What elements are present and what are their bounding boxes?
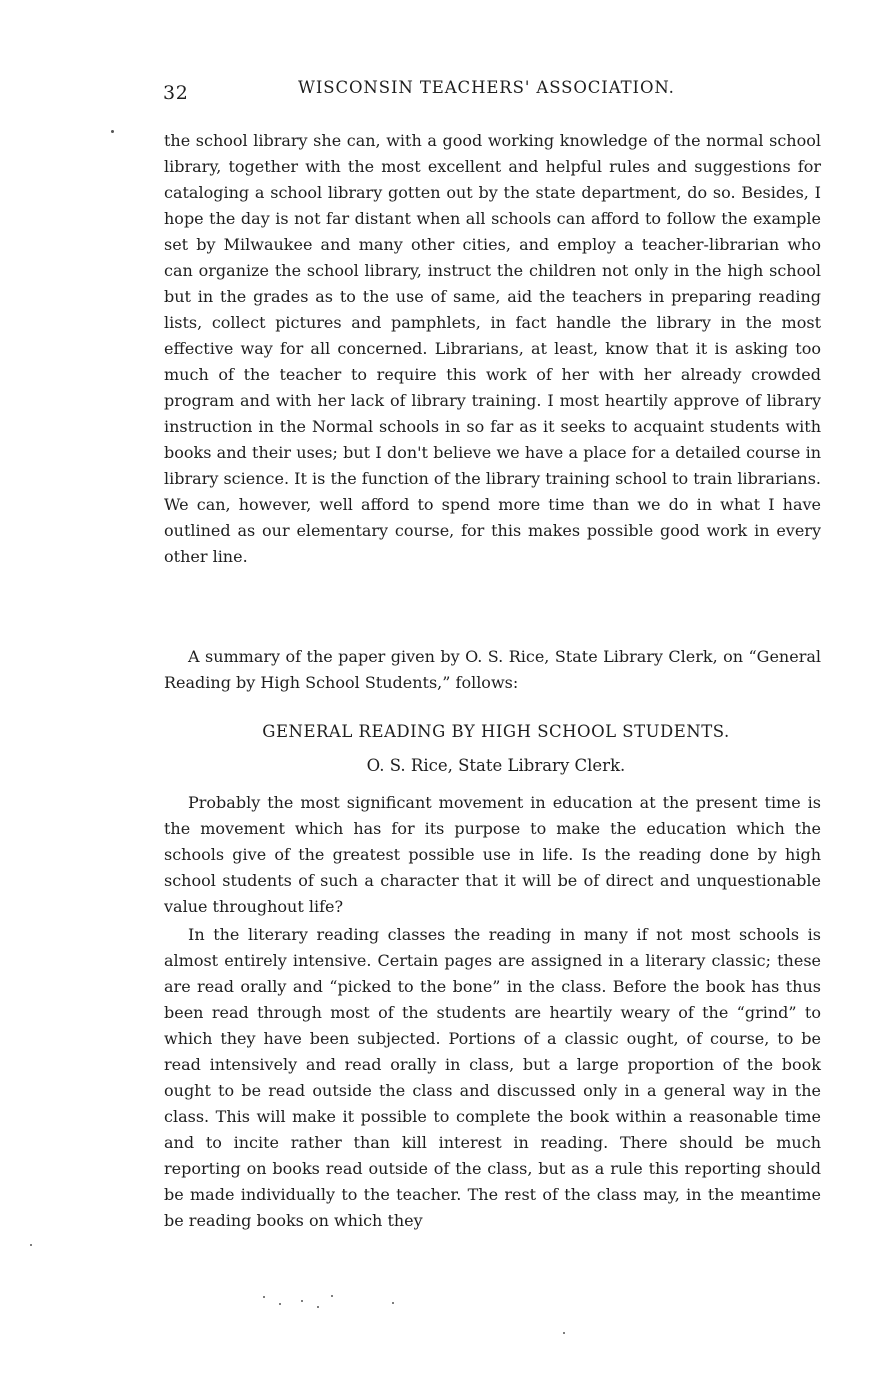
paragraph-4: In the literary reading classes the reading in many if not most schools is almost entirely intensive. Certain pages are assigned in a literary classic; these are read orally and “picked to the bone” in the class. Before the book has thus been read through most of the students are heartily weary of the “grind” to which they have been subjected. Portions of a classic ought, of course, to be read intensively and read orally in class, but a large proportion of the book ought to be read outside the class and discussed only in a general way in the class. This will make it possible to complete the book within a reasonable time and to incite rather than kill interest in reading. There should be much reporting on books read outside of the class, but as a rule this reporting should be made individually to the teacher. The rest of the class may, in the meantime be reading books on which they [164, 925, 821, 1230]
scan-speck [301, 1300, 303, 1302]
running-title: WISCONSIN TEACHERS' ASSOCIATION. [298, 78, 675, 97]
scan-speck [392, 1302, 394, 1304]
paragraph-1: the school library she can, with a good working knowledge of the normal school library, together with the most excellent and helpful rules and suggestions for cataloging a school library gotten out by the state department, do so. Besides, I hope the day is not far distant when all schools can afford to follow the example set by Milwaukee and many other cities, and employ a teacher-librarian who can organize the school library, instruct the children not only in the high school but in the grades as to the use of same, aid the teachers in preparing reading lists, collect pictures and pamphlets, in fact handle the library in the most effective way for all concerned. Librarians, at least, know that it is asking too much of the teacher to require this work of her with her already crowded program and with her lack of library training. I most heartily approve of library instruction in the Normal schools in so far as it seeks to acquaint students with books and their uses; but I don't believe we have a place for a detailed course in library science. It is the function of the library training school to train librarians. We can, however, well afford to spend more time than we do in what I have outlined as our elementary course, for this makes possible good work in every other line. [164, 131, 821, 566]
scan-speck [111, 130, 114, 133]
page-number: 32 [163, 82, 189, 104]
scan-speck [263, 1296, 265, 1298]
paragraph-3: Probably the most significant movement in education at the present time is the movement which has for its purpose to make the education which the schools give of the greatest possible use in life. Is the reading done by high school students of such a character that it will be of direct and unquestionable value throughout life? [164, 793, 821, 916]
running-header [160, 76, 840, 102]
scan-speck [563, 1332, 565, 1334]
section-heading: GENERAL READING BY HIGH SCHOOL STUDENTS. [262, 722, 730, 741]
scan-speck [30, 1244, 32, 1246]
paragraph-2: A summary of the paper given by O. S. Rice, State Library Clerk, on “General Reading by High School Students,” follows: [164, 647, 821, 692]
scan-speck [279, 1303, 281, 1305]
scan-speck [331, 1295, 333, 1297]
author-byline: O. S. Rice, State Library Clerk. [366, 756, 626, 775]
scan-speck [317, 1306, 319, 1308]
